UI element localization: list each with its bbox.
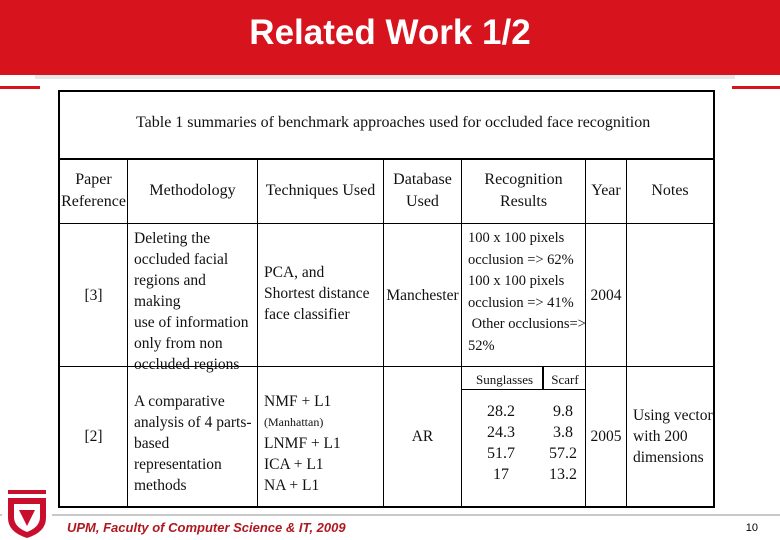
row2-meth-line: methods bbox=[134, 477, 187, 494]
row2-database-text: AR bbox=[411, 428, 434, 445]
row2-notes-line: with 200 bbox=[633, 428, 688, 445]
row2-ref-text: [2] bbox=[84, 428, 103, 445]
table-caption-row bbox=[60, 92, 713, 160]
row1-tech-line: PCA, and bbox=[264, 264, 325, 281]
row1-result-line: occlusion => 41% bbox=[468, 294, 574, 311]
header-database bbox=[384, 158, 462, 224]
scarf-values bbox=[538, 401, 588, 485]
upm-logo-icon bbox=[2, 488, 52, 540]
header-notes-label: Notes bbox=[651, 181, 689, 199]
header-techniques bbox=[258, 158, 384, 224]
row2-notes bbox=[627, 367, 713, 506]
row1-meth-line: Deleting the bbox=[134, 230, 211, 247]
scarf-value: 57.2 bbox=[549, 445, 577, 462]
header-methodology bbox=[128, 158, 258, 224]
row1-meth-line: regions and making bbox=[134, 272, 206, 310]
left-accent-rule bbox=[0, 86, 40, 89]
footer-text: UPM, Faculty of Computer Science & IT, 2009 bbox=[67, 520, 346, 535]
table-caption: Table 1 summaries of benchmark approaches used for occluded face recognition bbox=[136, 114, 651, 131]
row1-methodology bbox=[128, 224, 258, 373]
header-paper-line1: Paper bbox=[75, 170, 112, 188]
sunglasses-value: 24.3 bbox=[487, 424, 515, 441]
row1-results bbox=[462, 224, 586, 367]
header-year bbox=[586, 158, 627, 224]
row1-meth-line: only from non bbox=[134, 335, 223, 352]
row1-meth-line: occluded regions bbox=[134, 356, 240, 373]
right-accent-rule bbox=[732, 86, 780, 89]
subheader-scarf: Scarf bbox=[551, 372, 579, 387]
row1-result-line: 100 x 100 pixels bbox=[468, 273, 565, 289]
header-methodology-label: Methodology bbox=[149, 181, 236, 199]
row2-meth-line: analysis of 4 parts- bbox=[134, 414, 252, 431]
row2-methodology bbox=[128, 367, 258, 506]
slide-title: Related Work 1/2 bbox=[249, 13, 531, 52]
row1-meth-line: use of information bbox=[134, 314, 249, 331]
row1-result-line: 100 x 100 pixels bbox=[468, 230, 565, 246]
row1-techniques bbox=[258, 224, 384, 367]
row2-year bbox=[586, 367, 627, 506]
row2-tech-line: NA + L1 bbox=[264, 477, 320, 494]
row2-ref bbox=[60, 367, 128, 506]
row1-database bbox=[384, 224, 462, 367]
row1-result-line: occlusion => 62% bbox=[468, 251, 574, 268]
row1-ref bbox=[60, 224, 128, 367]
row2-notes-line: dimensions bbox=[633, 449, 704, 466]
row1-database-text: Manchester bbox=[386, 286, 459, 304]
scarf-value: 9.8 bbox=[553, 403, 573, 420]
sunglasses-value: 28.2 bbox=[487, 403, 515, 420]
header-results-line1: Recognition bbox=[484, 170, 563, 188]
row1-result-line: Other occlusions=> bbox=[468, 316, 586, 332]
row2-techniques bbox=[258, 367, 384, 506]
header-database-line1: Database bbox=[393, 170, 452, 188]
header-notes bbox=[627, 158, 713, 224]
header-results-line2: Results bbox=[499, 192, 548, 210]
row2-notes-line: Using vector bbox=[633, 407, 713, 424]
row2-year-text: 2005 bbox=[590, 428, 622, 445]
sunglasses-value: 17 bbox=[493, 466, 509, 483]
scarf-value: 3.8 bbox=[553, 424, 573, 441]
footer-rule bbox=[0, 514, 780, 516]
row1-year bbox=[586, 224, 627, 367]
header-paper-reference bbox=[60, 158, 128, 224]
row1-ref-text: [3] bbox=[84, 286, 103, 304]
row2-results bbox=[462, 367, 586, 506]
row1-result-line: 52% bbox=[468, 337, 495, 354]
row2-tech-line: NMF + L1 bbox=[264, 393, 332, 410]
header-results bbox=[462, 158, 586, 224]
row2-tech-line: ICA + L1 bbox=[264, 456, 324, 473]
row2-results-subheader bbox=[462, 367, 585, 390]
row1-notes bbox=[627, 224, 713, 367]
header-year-label: Year bbox=[591, 181, 621, 199]
row1-tech-line: Shortest distance bbox=[264, 285, 370, 302]
sunglasses-value: 51.7 bbox=[487, 445, 515, 462]
row1-year-text: 2004 bbox=[590, 286, 622, 304]
page-number: 10 bbox=[745, 522, 758, 534]
row2-meth-line: A comparative bbox=[134, 393, 225, 410]
row2-database bbox=[384, 367, 462, 506]
row2-tech-line: LNMF + L1 bbox=[264, 435, 341, 452]
sunglasses-values bbox=[476, 401, 526, 485]
row1-tech-line: face classifier bbox=[264, 306, 350, 323]
benchmark-table bbox=[58, 90, 715, 508]
header-database-line2: Used bbox=[406, 192, 439, 210]
scarf-value: 13.2 bbox=[549, 466, 577, 483]
row2-meth-line: based representation bbox=[134, 435, 222, 473]
title-bar bbox=[0, 0, 780, 75]
row1-meth-line: occluded facial bbox=[134, 251, 229, 268]
header-techniques-label: Techniques Used bbox=[265, 181, 376, 199]
title-underline bbox=[35, 75, 735, 79]
subheader-sunglasses: Sunglasses bbox=[475, 372, 534, 387]
header-paper-line2: Reference bbox=[61, 192, 126, 210]
row2-tech-line: (Manhattan) bbox=[264, 415, 324, 429]
